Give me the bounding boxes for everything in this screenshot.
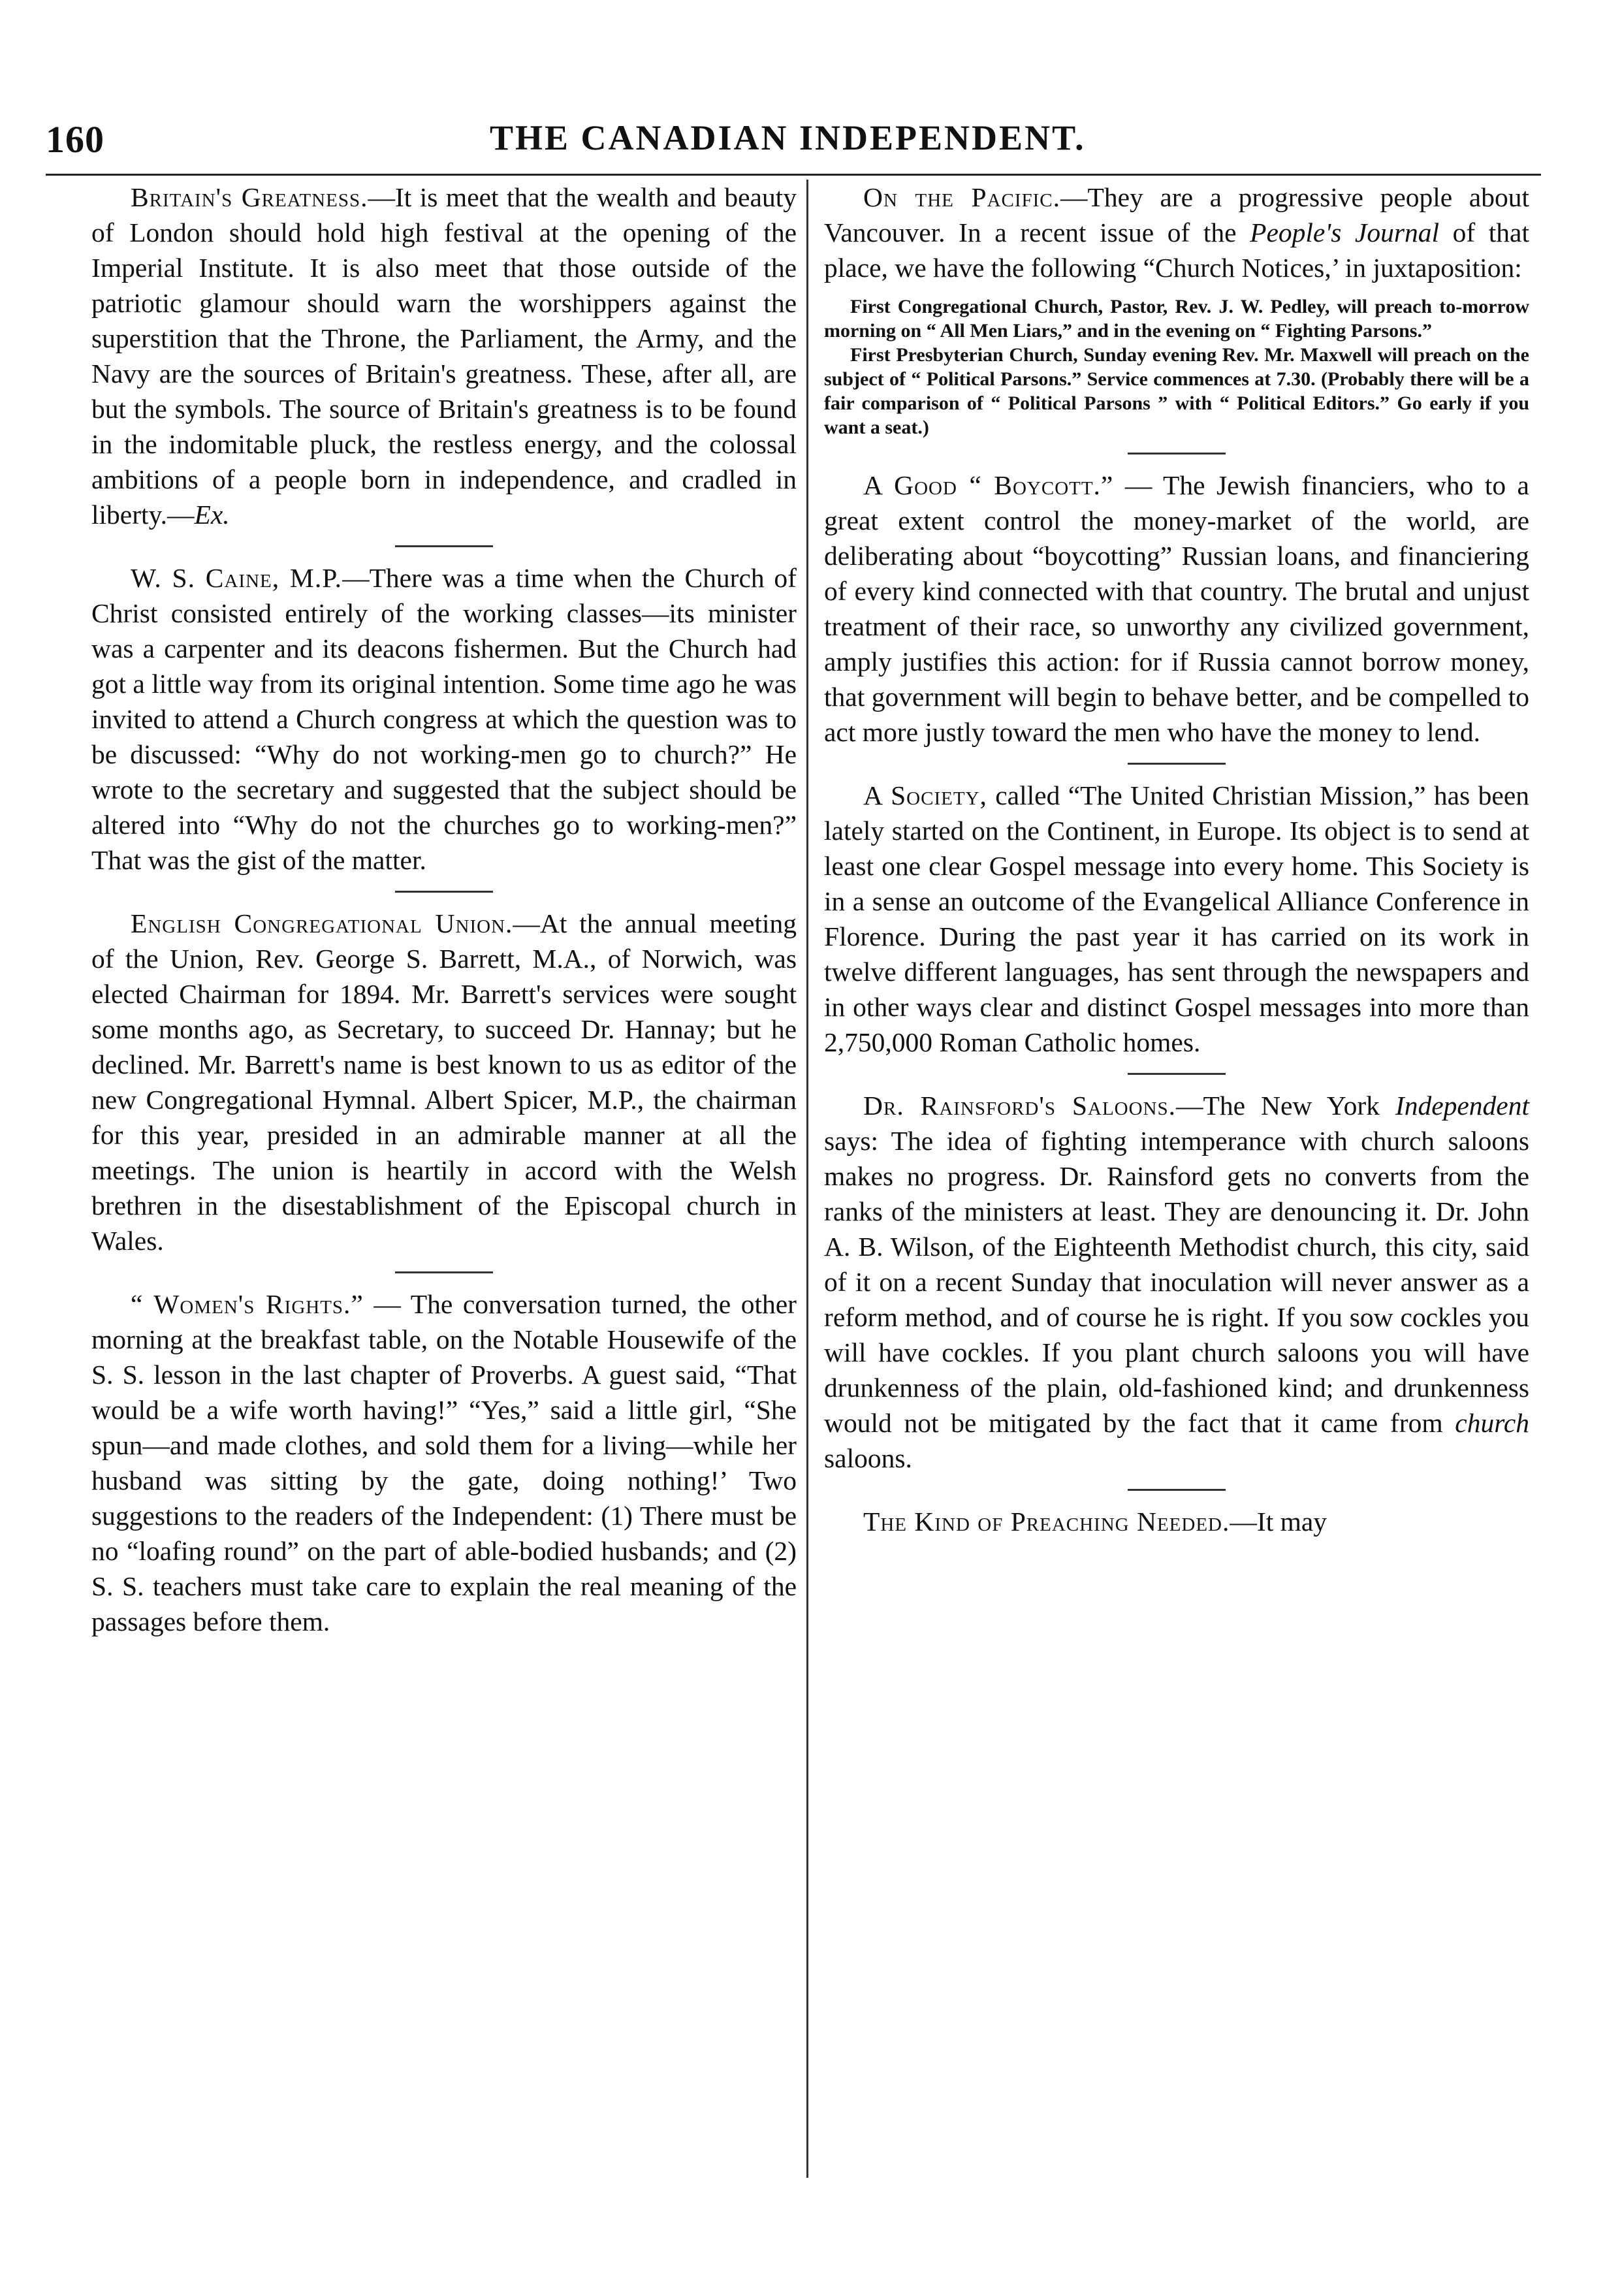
article-good-boycott — [824, 468, 1529, 750]
section-separator — [1128, 1489, 1226, 1491]
article-on-the-pacific — [824, 180, 1529, 439]
header-rule — [46, 174, 1541, 176]
article-title: A Good “ Boycott.” — [863, 470, 1114, 500]
article-body-continued: says: The idea of fighting intemperance with church saloons makes no progress. Dr. Rainsford gets no converts from the ranks of the ministers at least. They are denouncing it. Dr. John A. B. Wilson, of the Eighteenth Methodist church, this city, said of it on a recent Sunday that inoculation will never answer as a reform method, and of course he is right. If you sow cockles you will have cockles. If you plant church saloons you will have drunkenness of the plain, old-fashioned kind; and drunkenness would not be mitigated by the fact that it came from — [824, 1126, 1529, 1438]
article-italic-title: Independent — [1395, 1091, 1529, 1121]
article-source: Ex. — [194, 500, 230, 530]
page-number: 160 — [46, 118, 104, 161]
article-title: “ Women's Rights.” — [131, 1289, 364, 1319]
article-britains-greatness — [91, 180, 797, 532]
church-notice: First Congregational Church, Pastor, Rev. J. W. Pedley, will preach to-morrow morning on “ All Men Liars,” and in the evening on “ Fighting Parsons.” — [824, 296, 1529, 342]
page-header — [46, 111, 1541, 170]
article-body-end: saloons. — [824, 1443, 912, 1473]
article-english-congregational-union — [91, 906, 797, 1258]
article-body: — The conversation turned, the other morning at the breakfast table, on the Notable Housewife of the S. S. lesson in the last chapter of Proverbs. A guest said, “That would be a wife worth having!” “Yes,” said a little girl, “She spun—and made clothes, and sold them for a living—while her husband was sitting by the gate, doing nothing!’ Two suggestions to the readers of the Independent: (1) There must be no “loafing round” on the part of able-bodied husbands; and (2) S. S. teachers must take care to explain the real meaning of the passages before them. — [91, 1289, 797, 1636]
article-title: The Kind of Preaching Needed. — [863, 1507, 1230, 1537]
article-body: —It may — [1230, 1507, 1327, 1537]
running-title: THE CANADIAN INDEPENDENT. — [490, 118, 1086, 157]
column-divider — [806, 180, 808, 2178]
article-rainsfords-saloons — [824, 1088, 1529, 1476]
article-kind-of-preaching — [824, 1504, 1529, 1539]
article-body: —It is meet that the wealth and beauty of London should hold high festival at the opening of the Imperial Institute. It is also meet that those outside of the patriotic glamour should warn the worshippers against the superstition that the Throne, the Parliament, the Army, and the Navy are the sources of Britain's greatness. These, after all, are but the symbols. The source of Britain's greatness is to be found in the indomitable pluck, the restless energy, and the colossal ambitions of a people born in independence, and cradled in liberty.— — [91, 182, 797, 530]
church-notice: First Presbyterian Church, Sunday evening Rev. Mr. Maxwell will preach on the subject of “ Political Parsons.” Service commences at 7.30. (Probably there will be a fair comparison of “ Political Parsons ” with “ Political Editors.” Go early if you want a seat.) — [824, 344, 1529, 438]
article-title: English Congregational Union. — [131, 908, 513, 938]
article-title: On the Pacific. — [863, 182, 1061, 212]
article-body: —They are a progressive people about Vancouver. In a recent issue of the — [824, 182, 1529, 247]
article-body: — The Jewish financiers, who to a great extent control the money-market of the world, are deliberating about “boycotting” Russian loans, and financiering of every kind connected with that country. The brutal and unjust treatment of their race, so unworthy any civilized government, amply justifies this action: for if Russia cannot borrow money, that government will begin to behave better, and be compelled to act more justly toward the men who have the money to lend. — [824, 470, 1529, 747]
article-title: Dr. Rainsford's Saloons. — [863, 1091, 1177, 1121]
article-italic-title: People's Journal — [1250, 217, 1440, 247]
article-title: Britain's Greatness. — [131, 182, 368, 212]
article-body: —At the annual meeting of the Union, Rev. George S. Barrett, M.A., of Norwich, was elected Chairman for 1894. Mr. Barrett's services were sought some months ago, as Secretary, to succeed Dr. Hannay; but he declined. Mr. Barrett's name is best known to us as editor of the new Congregational Hymnal. Albert Spicer, M.P., the chairman for this year, presided in an admirable manner at all the meetings. The union is heartily in accord with the Welsh brethren in the disestablishment of the Episcopal church in Wales. — [91, 908, 797, 1256]
article-title: W. S. Caine, M.P. — [131, 563, 343, 593]
article-italic-word: church — [1455, 1408, 1529, 1438]
article-body: —The New York — [1176, 1091, 1395, 1121]
section-separator — [395, 545, 493, 547]
article-society — [824, 778, 1529, 1060]
article-title: A Society, — [863, 780, 987, 810]
right-column — [824, 180, 1529, 1539]
article-ws-caine — [91, 560, 797, 878]
section-separator — [1128, 763, 1226, 765]
church-notices — [824, 295, 1529, 439]
section-separator — [395, 1271, 493, 1273]
article-body: —There was a time when the Church of Christ consisted entirely of the working classes—its minister was a carpenter and its deacons fishermen. But the Church had got a little way from its original intention. Some time ago he was invited to attend a Church congress at which the question was to be discussed: “Why do not working-men go to church?” He wrote to the secretary and suggested that the subject should be altered into “Why do not the churches go to working-men?” That was the gist of the matter. — [91, 563, 797, 875]
section-separator — [1128, 1073, 1226, 1075]
article-body-continued: of that place, we have the following “Church Notices,’ in juxtaposition: — [824, 217, 1529, 283]
article-body: called “The United Christian Mission,” has been lately started on the Continent, in Europe. Its object is to send at least one clear Gospel message into every home. This Society is in a sense an outcome of the Evangelical Alliance Conference in Florence. During the past year it has carried on its work in twelve different languages, has sent through the newspapers and in other ways clear and distinct Gospel messages into more than 2,750,000 Roman Catholic homes. — [824, 780, 1529, 1057]
left-column — [91, 180, 797, 1639]
section-separator — [1128, 453, 1226, 454]
article-womens-rights — [91, 1286, 797, 1639]
section-separator — [395, 891, 493, 893]
